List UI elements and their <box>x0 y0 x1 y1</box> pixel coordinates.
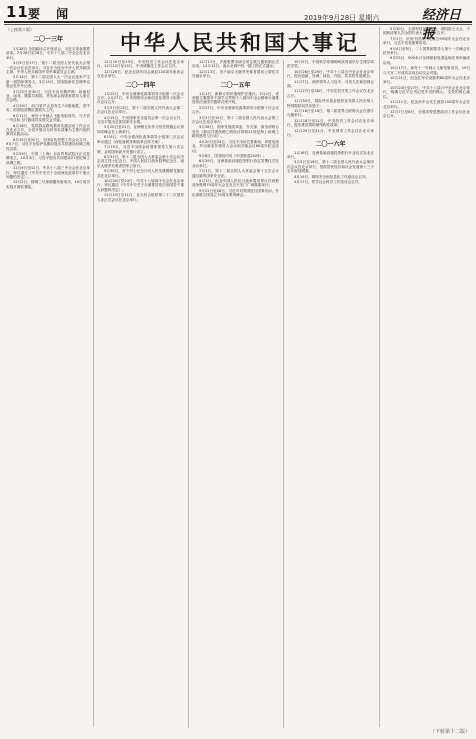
year-heading: 二〇一三年 <box>32 36 63 43</box>
article-paragraph: 8月19日至20日，全国宣传思想工作会议召开。9月7日，习近平在哈萨克斯坦提出共同建设丝绸之路经济带。 <box>6 137 90 151</box>
article-paragraph: 9月30日，首个烈士纪念日向人民英雄敬献花篮仪式在北京举行。 <box>97 169 184 178</box>
article-column-3 <box>192 60 279 730</box>
article-paragraph: 7月1日，庆祝中国共产党成立95周年大会在北京举行，习近平发表重要讲话。 <box>383 36 470 46</box>
article-column-2 <box>97 60 184 730</box>
continued-from-note: （上接第十版） <box>6 27 34 32</box>
article-paragraph: 12月26日，纪念毛泽东同志诞辰120周年座谈会在北京举行。 <box>97 69 184 79</box>
article-paragraph: 9月3日，纪念中国人民抗日战争暨世界反法西斯战争胜利70周年大会在北京天安门广场隆重举行。 <box>192 178 279 188</box>
article-paragraph: 12月13日，首个南京大屠杀死难者国家公祭仪式在南京举行。 <box>192 69 279 79</box>
article-paragraph: 11月11日，纪念孙中山先生诞辰150周年大会在北京举行。 <box>383 100 470 109</box>
article-paragraph: 5月30日，全国科技创新大会、两院院士大会、中国科协第九次全国代表大会在北京召开。 <box>383 27 470 36</box>
article-paragraph: 12月10日至13日，中央经济工作会议在北京举行。12月12日至13日，中央城镇化工作会议召开。 <box>97 60 184 69</box>
article-paragraph: 1月28日 全国政协召开座谈会，习近平发表重要讲话。2月26日至28日，中共十八届二中全会在北京举行。 <box>6 47 90 60</box>
article-paragraph: 1月22日，中央全面深化改革领导小组第一次会议召开。2月27日，中央网络安全和信息化领导小组第一次会议召开。 <box>97 91 184 105</box>
article-paragraph: 6月29日，亚洲基础设施投资银行协定签署仪式在北京举行。 <box>192 159 279 168</box>
article-paragraph: 4月19日，网络安全和信息化工作座谈会召开。 <box>294 174 370 179</box>
article-paragraph: 3月5日至15日，第十二届全国人民代表大会第三次会议在北京举行。 <box>192 115 279 125</box>
article-paragraph: 7月1日，第十二届全国人大常委会第十五次会议通过新的国家安全法。 <box>192 169 279 178</box>
article-paragraph: 4月15日，中央国家安全委员会第一次会议召开，习近平提出总体国家安全观。 <box>97 115 184 125</box>
article-paragraph: 11月17日，沪港股票市场交易互联互通机制正式启动。12月12日，南水北调中线一期工程正式通水。 <box>192 60 279 69</box>
article-paragraph: 11月10日至11日，亚太经合组织第二十二次领导人非正式会议在北京举行。 <box>97 193 184 202</box>
article-column-1 <box>6 27 90 732</box>
article-paragraph: 2月27日，中央全面深化改革领导小组第十次会议召开。 <box>192 105 279 115</box>
article-paragraph: 11月7日，两岸领导人习近平、马英九在新加坡会面。 <box>287 79 374 89</box>
article-paragraph: 10月5日，中国科学家屠呦呦获得诺贝尔生理学或医学奖。 <box>287 60 374 69</box>
article-paragraph: 12月2日，嫦娥三号探测器发射成功，14日成功实施月面软着陆。 <box>6 180 90 189</box>
publication-date: 2019年9月28日 星期六 <box>304 14 380 22</box>
article-paragraph: 3月22日至30日，习近平出访俄罗斯、坦桑尼亚、南非、刚果共和国，并出席金砖国家领导人第五次会晤。 <box>6 89 90 103</box>
article-paragraph: 3月5日至16日，第十二届全国人民代表大会第四次会议在北京举行，批准国民经济和社会发展第十三个五年规划纲要。 <box>287 160 374 174</box>
article-paragraph: 3月5日至13日，第十二届全国人民代表大会第二次会议在北京举行。 <box>97 105 184 115</box>
article-paragraph: 10月17日，神舟十一号载人飞船发射成功，19日与天宫二号成功实现自动交会对接。 <box>383 66 470 75</box>
article-paragraph: 12月18日至21日，中央经济工作会议在北京举行，提出推进供给侧结构性改革。 <box>287 118 374 128</box>
article-paragraph: 5月17日，哲学社会科学工作座谈会召开。 <box>294 179 362 184</box>
header-divider <box>4 24 472 25</box>
article-paragraph: 5月20日至21日，亚洲相互协作与信任措施会议第四次峰会在上海举行。 <box>97 125 184 134</box>
article-paragraph: 1月1日，新修订的环境保护法施行。2月2日，省部级主要领导干部学习贯彻十八届四中全会精神全面推进依法治国专题研讨班开班。 <box>192 91 279 105</box>
article-paragraph: 1月16日，亚洲基础设施投资银行开业仪式在北京举行。 <box>287 150 374 159</box>
page-number: 11 <box>6 3 29 21</box>
article-paragraph: 4月20日，四川省芦山县发生7.0级地震，党中央、国务院部署抗震救灾工作。 <box>6 103 90 113</box>
article-paragraph: 12月16日至18日，第二届世界互联网大会在浙江乌镇举行。 <box>287 109 374 118</box>
article-paragraph: 11月30日，国际货币基金组织宣布将人民币纳入特别提款权货币篮子。 <box>287 99 374 108</box>
article-paragraph: 10月21日，纪念红军长征胜利80周年大会在北京举行。 <box>383 76 470 85</box>
section-label: 要 闻 <box>28 7 75 21</box>
year-heading: 二〇一四年 <box>125 81 156 89</box>
article-paragraph: 3月28日，国家发展改革委、外交部、商务部联合发布《推动共建丝绸之路经济带和21世纪海上丝绸之路的愿景与行动》。 <box>192 125 279 139</box>
column-divider <box>379 27 380 727</box>
article-paragraph: 12月7日至8日，全国高校思想政治工作会议在北京召开。 <box>383 109 470 119</box>
article-paragraph: 12月20日至21日，中央城市工作会议在北京举行。 <box>287 128 374 138</box>
article-paragraph: 9月29日，中国（上海）自由贸易试验区正式挂牌成立。10月3日，习近平提出共同建设21世纪海上丝绸之路。 <box>6 151 90 165</box>
article-paragraph: 4月20日至24日，习近平出访巴基斯坦、印度尼西亚，并出席亚非领导人会议和万隆会议60周年纪念活动。 <box>192 139 279 153</box>
year-heading: 二〇一六年 <box>315 140 346 148</box>
article-paragraph: 5月8日，国务院印发《中国制造2025》。 <box>199 153 267 158</box>
article-paragraph: 10月20日至23日，中共十八届四中全会在北京举行，审议通过《中共中央关于全面推进依法治国若干重大问题的决定》。 <box>97 178 184 192</box>
article-paragraph: 11月27日至28日，中央扶贫开发工作会议在北京召开。 <box>287 89 374 98</box>
article-paragraph: 9月22日至28日，习近平对美国进行国事访问，并出席联合国成立70周年系列峰会。 <box>192 188 279 198</box>
column-divider <box>283 60 284 728</box>
article-paragraph: 9月4日至5日，二十国集团领导人第十一次峰会在杭州举行。 <box>383 46 470 56</box>
article-paragraph: 6月18日，党的群众路线教育实践活动工作会议在北京召开，全党开展以为民务实清廉为主要内容的教育实践活动。 <box>6 123 90 137</box>
year-heading: 二〇一五年 <box>220 81 251 89</box>
title-underline <box>110 55 366 56</box>
column-divider <box>188 60 189 728</box>
page-title: 中华人民共和国大事记 <box>120 31 360 55</box>
article-paragraph: 8月31日，第十二届全国人大常委会第十次会议决定设立烈士纪念日、中国人民抗日战争胜利纪念日、南京大屠杀死难者国家公祭日。 <box>97 154 184 168</box>
article-paragraph: 6月11日，神舟十号载人飞船发射成功，与天宫一号目标飞行器成功实现交会对接。 <box>6 113 90 123</box>
article-paragraph: 3月14日，第十二届全国人大一次会议选举产生新一届国家领导人。3月15日，国务院新任总理李克强会见中外记者。 <box>6 75 90 89</box>
column-divider <box>93 27 94 727</box>
article-paragraph: 9月25日，500米口径球面射电望远镜在贵州落成启用。 <box>383 56 470 65</box>
article-column-4 <box>287 60 374 730</box>
article-paragraph: 11月9日至12日，中共十八届三中全会在北京举行，审议通过《中共中央关于全面深化改革若干重大问题的决定》。 <box>6 166 90 179</box>
article-paragraph: 3月5日至17日，第十二届全国人民代表大会第一次会议在北京举行。习近平当选为中华人民共和国主席、中华人民共和国中央军事委员会主席。 <box>6 61 90 75</box>
article-paragraph: 10月26日至29日，中共十八届五中全会在北京举行，提出创新、协调、绿色、开放、共享的发展理念。 <box>287 69 374 79</box>
masthead-logo: 经济日报 <box>422 8 462 42</box>
article-column-5 <box>383 27 470 727</box>
article-paragraph: 6月6日，中央全面深化改革领导小组第三次会议审议通过《深化财税体制改革总体方案》。 <box>97 135 184 144</box>
continued-on-note: （下转第十二版） <box>429 729 470 735</box>
article-paragraph: 7月15日，习近平出席金砖国家领导人第六次会晤，金砖国家新开发银行成立。 <box>97 145 184 154</box>
article-paragraph: 10月24日至27日，中共十八届六中全会在北京举行，明确习近平总书记党中央的核心、全党的核心地位。 <box>383 85 470 99</box>
